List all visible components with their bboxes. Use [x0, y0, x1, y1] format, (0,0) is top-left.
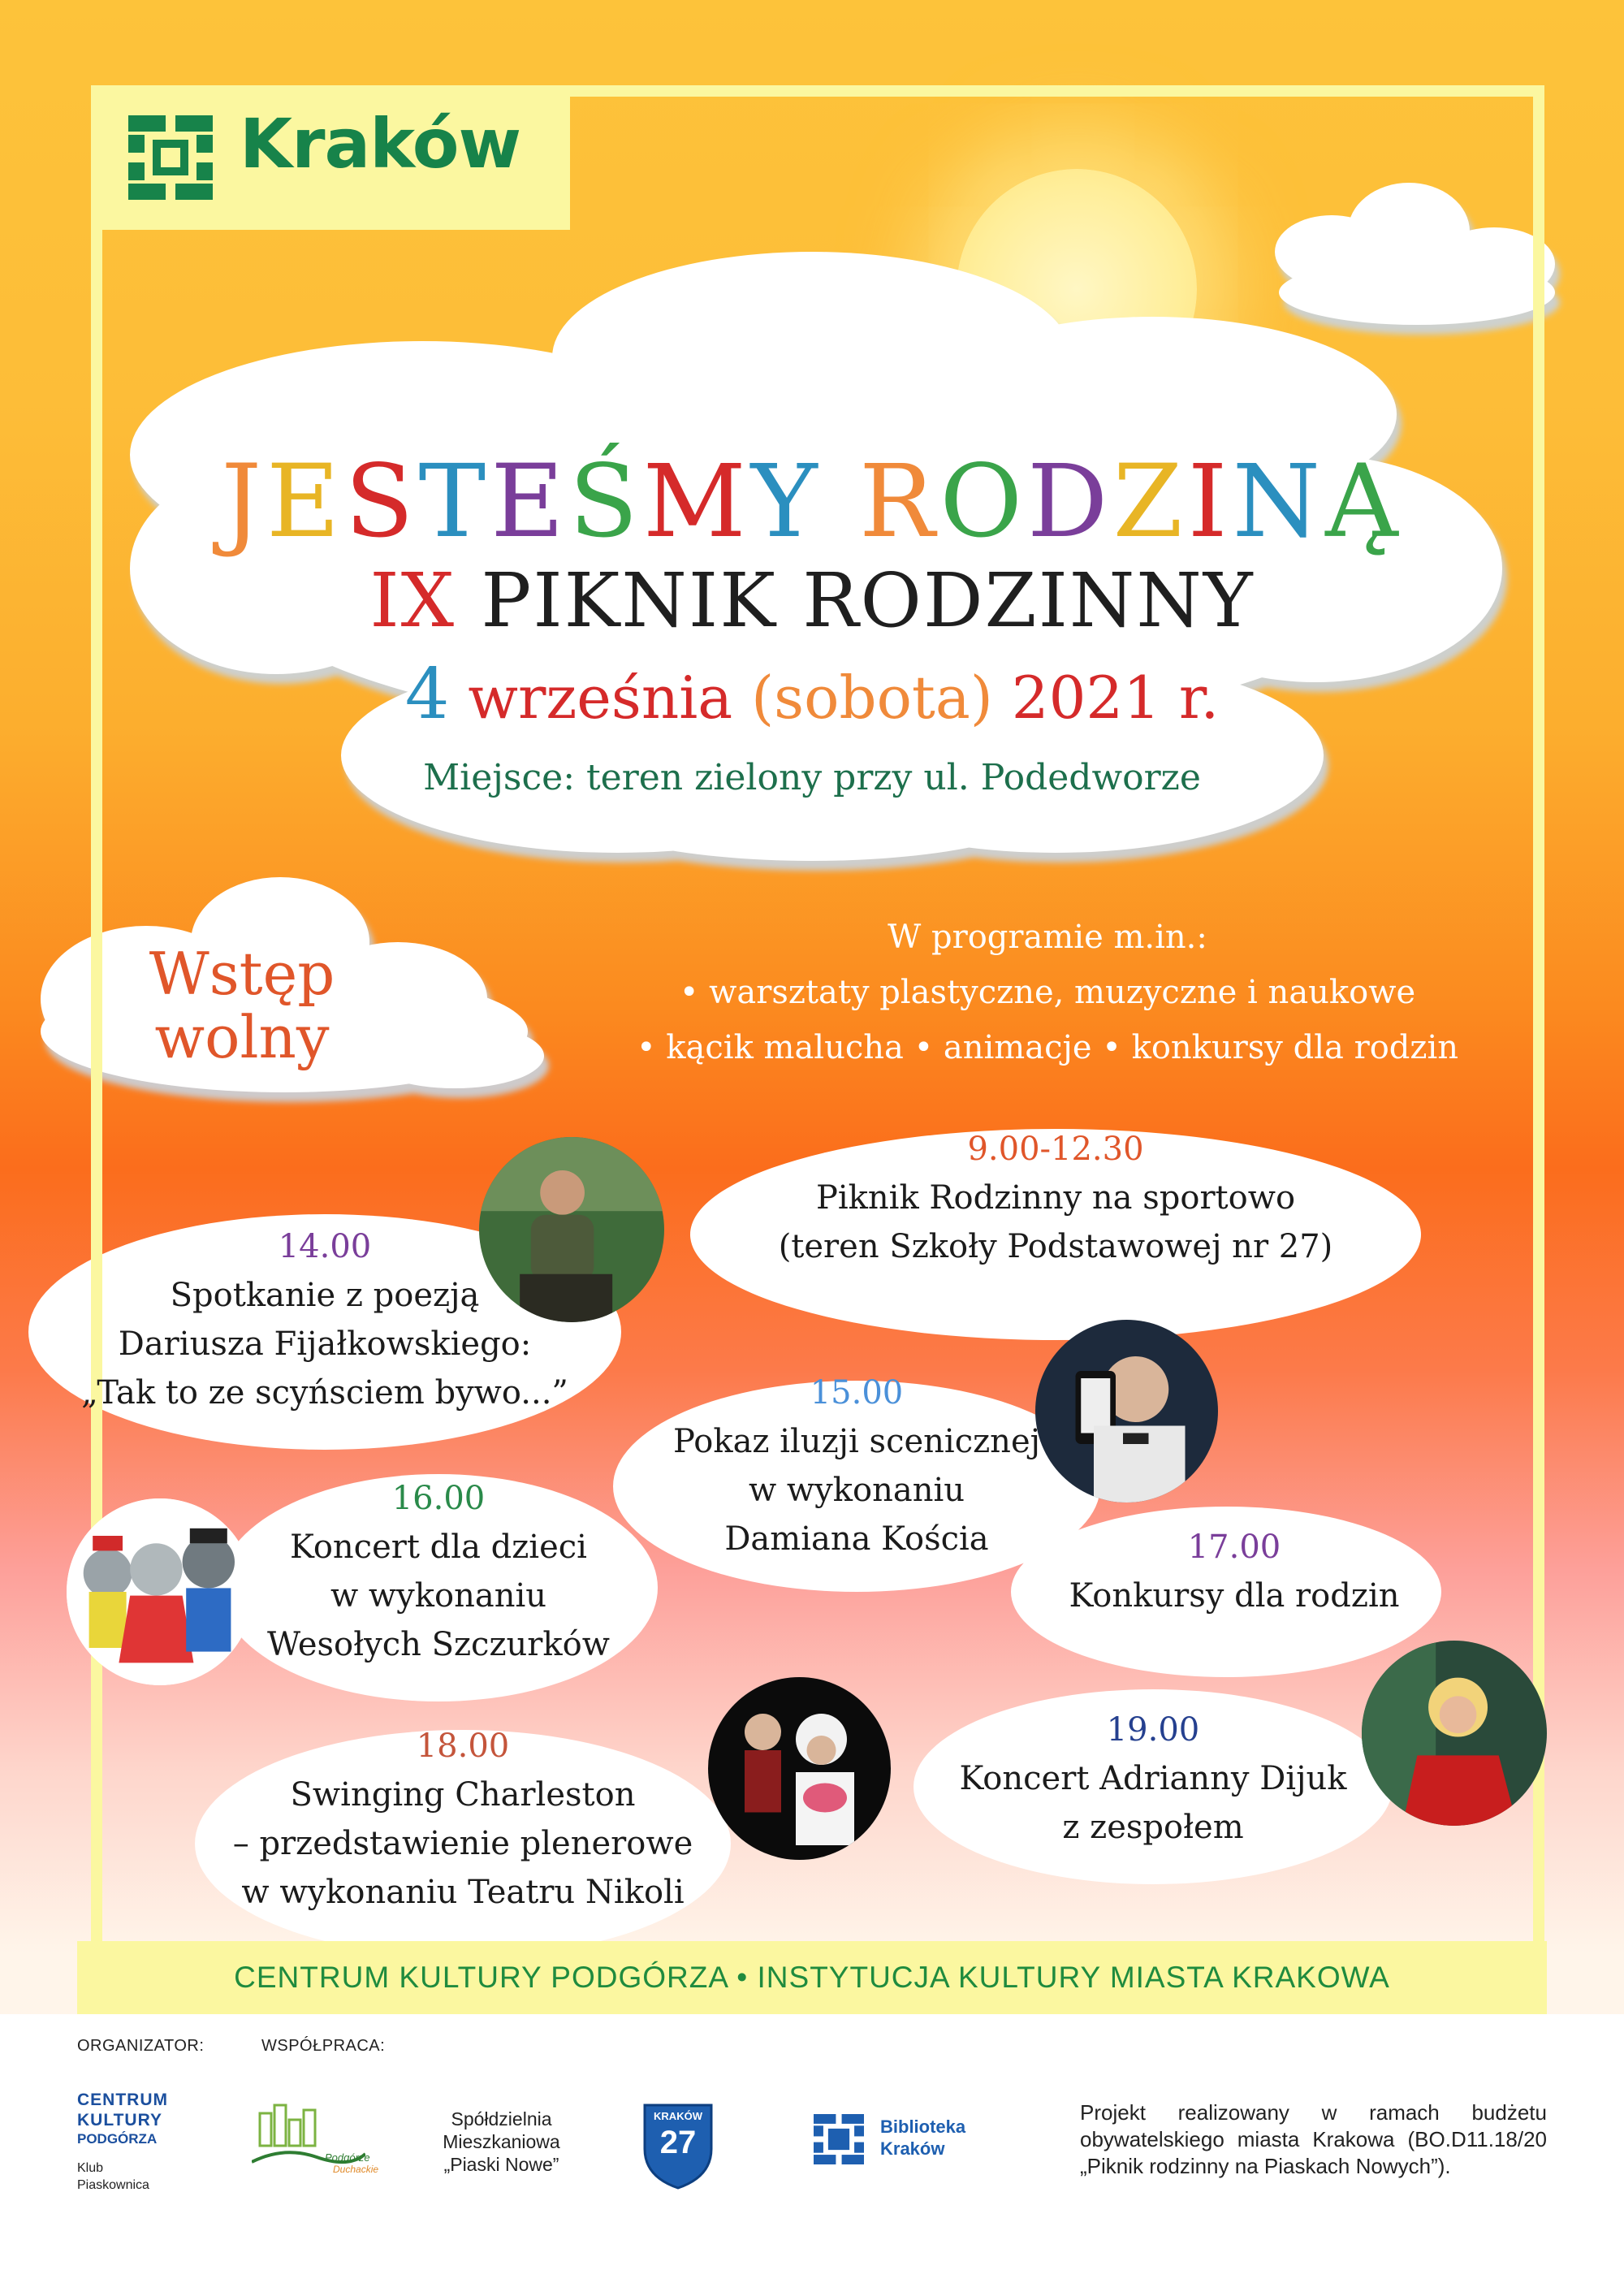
photo-illusionist	[1035, 1320, 1218, 1503]
cooperation-label: WSPÓŁPRACA:	[261, 2037, 386, 2055]
school-27-logo	[641, 2102, 715, 2190]
event-line2: Dariusza Fijałkowskiego:	[118, 1325, 532, 1363]
coop-line1: Spółdzielnia	[451, 2108, 552, 2130]
library-line2: Kraków	[880, 2138, 945, 2159]
podgorze-duchackie-logo	[252, 2104, 379, 2185]
event-line3: „Tak to ze scyńsciem bywo...”	[81, 1374, 568, 1412]
title-letter: Y	[750, 443, 823, 560]
free-admission-line1: Wstęp	[149, 940, 335, 1008]
free-admission	[136, 942, 348, 1069]
event-line1: Swinging Charleston	[290, 1776, 636, 1814]
event-line2: w wykonaniu	[748, 1472, 965, 1509]
subtitle-number: IX	[369, 557, 456, 644]
photo-rat-mascots	[67, 1498, 253, 1685]
photo-singer	[1362, 1641, 1547, 1826]
event-line2: z zespołem	[1062, 1809, 1244, 1846]
photo-poet	[479, 1137, 664, 1322]
subtitle	[146, 556, 1478, 646]
ck-podgorza-logo	[77, 2090, 199, 2194]
event-place: Miejsce: teren zielony przy ul. Podedworze	[423, 757, 1201, 798]
program-list	[520, 910, 1575, 1075]
event-line2: w wykonaniu	[330, 1577, 547, 1615]
event-line3: Damiana Kościa	[724, 1520, 989, 1558]
organizer-label: ORGANIZATOR:	[77, 2037, 205, 2055]
event-line1: Koncert dla dzieci	[290, 1529, 587, 1566]
event-line3: w wykonaniu Teatru Nikoli	[241, 1874, 685, 1911]
event-line1: Spotkanie z poezją	[170, 1277, 480, 1314]
ck-logo-line3: PODGÓRZA	[77, 2131, 158, 2147]
event-sport-picnic	[690, 1125, 1421, 1271]
event-line1: Koncert Adrianny Dijuk	[959, 1760, 1347, 1797]
title-letter: M	[642, 443, 751, 560]
title-letter: Ś	[568, 443, 643, 560]
program-intro: W programie m.in.:	[888, 919, 1207, 956]
event-charleston	[211, 1722, 715, 1917]
free-admission-line2: wolny	[154, 1003, 330, 1071]
ck-club-line2: Piaskownica	[77, 2178, 149, 2192]
title-letter: S	[344, 443, 419, 560]
title-letter: E	[266, 443, 345, 560]
photo-theatre	[708, 1677, 891, 1860]
event-time: 14.00	[278, 1228, 372, 1265]
pd-logo-line2: Duchackie	[333, 2164, 379, 2175]
title-letter: Z	[1112, 443, 1188, 560]
school-number: 27	[659, 2125, 697, 2160]
event-time: 19.00	[1106, 1711, 1200, 1749]
date-weekday: (sobota)	[751, 664, 993, 732]
title-letter: E	[490, 443, 569, 560]
coop-line2: Mieszkaniowa	[443, 2131, 560, 2152]
krakow-logo-text: Kraków	[240, 104, 521, 184]
library-name	[880, 2116, 965, 2160]
event-time: 17.00	[1187, 1529, 1281, 1566]
event-children-concert	[252, 1474, 625, 1669]
title-letter: O	[939, 443, 1028, 560]
event-time: 9.00-12.30	[967, 1131, 1144, 1168]
project-line3: „Piknik rodzinny na Piaskach Nowych”).	[1080, 2154, 1451, 2178]
library-line1: Biblioteka	[880, 2117, 966, 2137]
date-day: 4	[404, 654, 450, 735]
event-time: 16.00	[391, 1480, 486, 1517]
event-time: 15.00	[810, 1374, 904, 1412]
event-family-contests	[1023, 1523, 1445, 1620]
school-top: KRAKÓW	[654, 2110, 702, 2122]
event-line1: Konkursy dla rodzin	[1069, 1577, 1400, 1615]
footer-institution: CENTRUM KULTURY PODGÓRZA • INSTYTUCJA KULTURY MIASTA KRAKOWA	[234, 1961, 1390, 1994]
title-letter: Ą	[1325, 443, 1403, 560]
event-time: 18.00	[416, 1727, 510, 1765]
event-line2: – przedstawienie plenerowe	[232, 1825, 693, 1862]
pd-logo-line1: Podgórze	[325, 2151, 370, 2164]
ck-logo-line2: KULTURY	[77, 2111, 162, 2130]
subtitle-text: PIKNIK RODZINNY	[481, 557, 1255, 644]
event-line3: Wesołych Szczurków	[267, 1626, 610, 1663]
event-line2: (teren Szkoły Podstawowej nr 27)	[778, 1228, 1333, 1265]
title-letter	[823, 443, 859, 560]
title-letter: D	[1027, 443, 1113, 560]
event-line1: Piknik Rodzinny na sportowo	[815, 1179, 1296, 1217]
title-letter: T	[418, 443, 491, 560]
ck-logo-line1: CENTRUM	[77, 2091, 168, 2109]
event-concert-dijuk	[926, 1706, 1380, 1852]
title-letter: I	[1187, 443, 1233, 560]
library-logo-icon	[814, 2114, 864, 2164]
date-month: września	[468, 664, 733, 732]
title-letter: N	[1232, 443, 1326, 560]
title-letter: J	[221, 443, 267, 560]
program-line1: • warsztaty plastyczne, muzyczne i naukowe	[679, 974, 1416, 1011]
program-line2: • kącik malucha • animacje • konkursy dla rodzin	[636, 1029, 1459, 1066]
project-line1: Projekt realizowany w ramach budżetu	[1080, 2100, 1547, 2125]
main-title	[146, 445, 1478, 559]
title-letter: R	[858, 443, 940, 560]
event-line1: Pokaz iluzji scenicznej	[672, 1423, 1041, 1460]
cooperative-name	[422, 2108, 581, 2176]
coop-line3: „Piaski Nowe”	[443, 2154, 559, 2175]
ck-club-line1: Klub	[77, 2161, 104, 2175]
project-note	[1080, 2099, 1547, 2180]
project-line2: obywatelskiego miasta Krakowa (BO.D11.18/20	[1080, 2127, 1547, 2151]
event-date	[146, 654, 1478, 735]
krakow-logo-icon	[128, 115, 213, 200]
date-year: 2021 r.	[1011, 664, 1220, 732]
